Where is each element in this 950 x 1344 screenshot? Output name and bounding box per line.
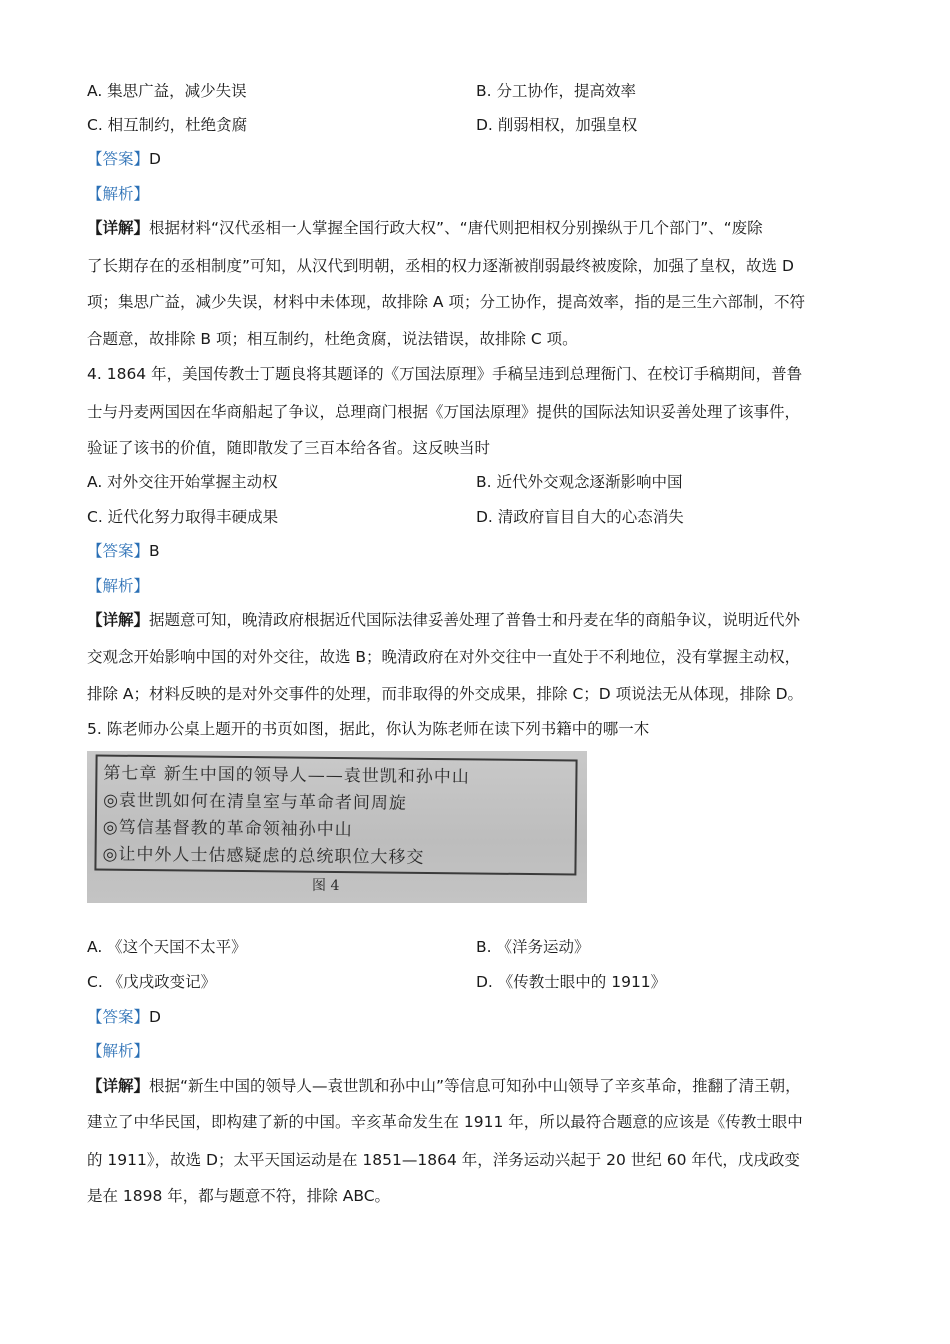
q4-answer (87, 540, 877, 562)
q3-detail-line-2: 了长期存在的丞相制度”可知，从汉代到明朝，丞相的权力逐渐被削弱最终被废除，加强了皇权，故选 D (87, 257, 794, 275)
q5-analysis (87, 1040, 877, 1062)
q5-stem: 5. 陈老师办公桌上题开的书页如图，据此，你认为陈老师在读下列书籍中的哪一木 (87, 720, 650, 738)
answer-value: D (149, 1008, 161, 1026)
q5-detail-line-1 (87, 1075, 877, 1097)
q4-option-c: C. 近代化努力取得丰硬成果 (87, 508, 279, 526)
q3-detail-line-4: 合题意，故排除 B 项；相互制约，杜绝贪腐，说法错误，故排除 C 项。 (87, 330, 578, 348)
analysis-tag: 【解析】 (87, 1042, 150, 1060)
q5-detail-line-4: 是在 1898 年，都与题意不符，排除 ABC。 (87, 1187, 391, 1205)
q3-option-d: D. 削弱相权，加强皇权 (476, 116, 638, 134)
detail-tag: 【详解】 (87, 219, 150, 237)
answer-value: D (149, 150, 161, 168)
q4-option-a: A. 对外交往开始掌握主动权 (87, 473, 278, 491)
figure-line-2: ◎袁世凯如何在清皇室与革命者间周旋 (103, 790, 408, 814)
q3-option-a: A. 集思广益，减少失误 (87, 82, 247, 100)
figure-line-1: 第七章 新生中国的领导人——袁世凯和孙中山 (103, 763, 470, 788)
q3-detail-line-3: 项；集思广益，减少失误，材料中未体现，故排除 A 项；分工协作，提高效率，指的是三生六部制，不符 (87, 293, 805, 311)
q4-analysis (87, 575, 877, 597)
answer-tag: 【答案】 (87, 542, 150, 560)
book-page-frame (94, 754, 577, 875)
detail-tag: 【详解】 (87, 1077, 150, 1095)
q5-answer (87, 1006, 877, 1028)
q5-detail-line-2: 建立了中华民国，即构建了新的中国。辛亥革命发生在 1911 年，所以最符合题意的应该是《传教士眼中 (87, 1113, 803, 1131)
q5-detail-line-3: 的 1911》，故选 D；太平天国运动是在 1851—1864 年，洋务运动兴起于 20 世纪 60 年代，戊戌政变 (87, 1151, 800, 1169)
detail-text: 根据“新生中国的领导人—袁世凯和孙中山”等信息可知孙中山领导了辛亥革命，推翻了清王朝， (149, 1077, 801, 1095)
answer-tag: 【答案】 (87, 1008, 150, 1026)
q3-detail-line-1 (87, 217, 877, 239)
q4-option-d: D. 清政府盲目自大的心态消失 (476, 508, 684, 526)
q4-stem-line-3: 验证了该书的价值，随即散发了三百本给各省。这反映当时 (87, 439, 491, 457)
q3-option-c: C. 相互制约，杜绝贪腐 (87, 116, 248, 134)
q5-option-d: D. 《传教士眼中的 1911》 (476, 973, 667, 991)
analysis-tag: 【解析】 (87, 577, 150, 595)
figure-caption: 图 4 (312, 878, 340, 894)
figure-line-3: ◎笃信基督教的革命领袖孙中山 (102, 817, 353, 841)
detail-tag: 【详解】 (87, 611, 150, 629)
q3-analysis (87, 183, 877, 205)
figure-line-4: ◎让中外人士估感疑虑的总统职位大移交 (102, 844, 425, 868)
q5-option-a: A. 《这个天国不太平》 (87, 938, 247, 956)
q4-stem-line-1: 4. 1864 年，美国传教士丁题良将其题译的《万国法原理》手稿呈违到总理衙门、在校订手稿期间，普鲁 (87, 365, 803, 383)
answer-tag: 【答案】 (87, 150, 150, 168)
q5-option-c: C. 《戊戌政变记》 (87, 973, 217, 991)
q5-option-b: B. 《洋务运动》 (476, 938, 590, 956)
book-page-photo (87, 751, 587, 903)
q4-stem-line-2: 士与丹麦两国因在华商船起了争议，总理商门根据《万国法原理》提供的国际法知识妥善处理了该事件， (87, 403, 801, 421)
detail-text: 根据材料“汉代丞相一人掌握全国行政大权”、“唐代则把相权分别操纵于几个部门”、“废除 (149, 219, 763, 237)
answer-value: B (149, 542, 160, 560)
q3-option-b: B. 分工协作，提高效率 (476, 82, 636, 100)
q4-option-b: B. 近代外交观念逐渐影响中国 (476, 473, 683, 491)
q3-answer (87, 148, 877, 170)
detail-text: 据题意可知，晚清政府根据近代国际法律妥善处理了普鲁士和丹麦在华的商船争议，说明近代外 (149, 611, 801, 629)
q4-detail-line-3: 排除 A；材料反映的是对外交事件的处理，而非取得的外交成果，排除 C；D 项说法无从体现，排除 D。 (87, 685, 804, 703)
q4-detail-line-2: 交观念开始影响中国的对外交往，故选 B；晚清政府在对外交往中一直处于不利地位，没有掌握主动权， (87, 648, 801, 666)
q4-detail-line-1 (87, 609, 877, 631)
analysis-tag: 【解析】 (87, 185, 150, 203)
